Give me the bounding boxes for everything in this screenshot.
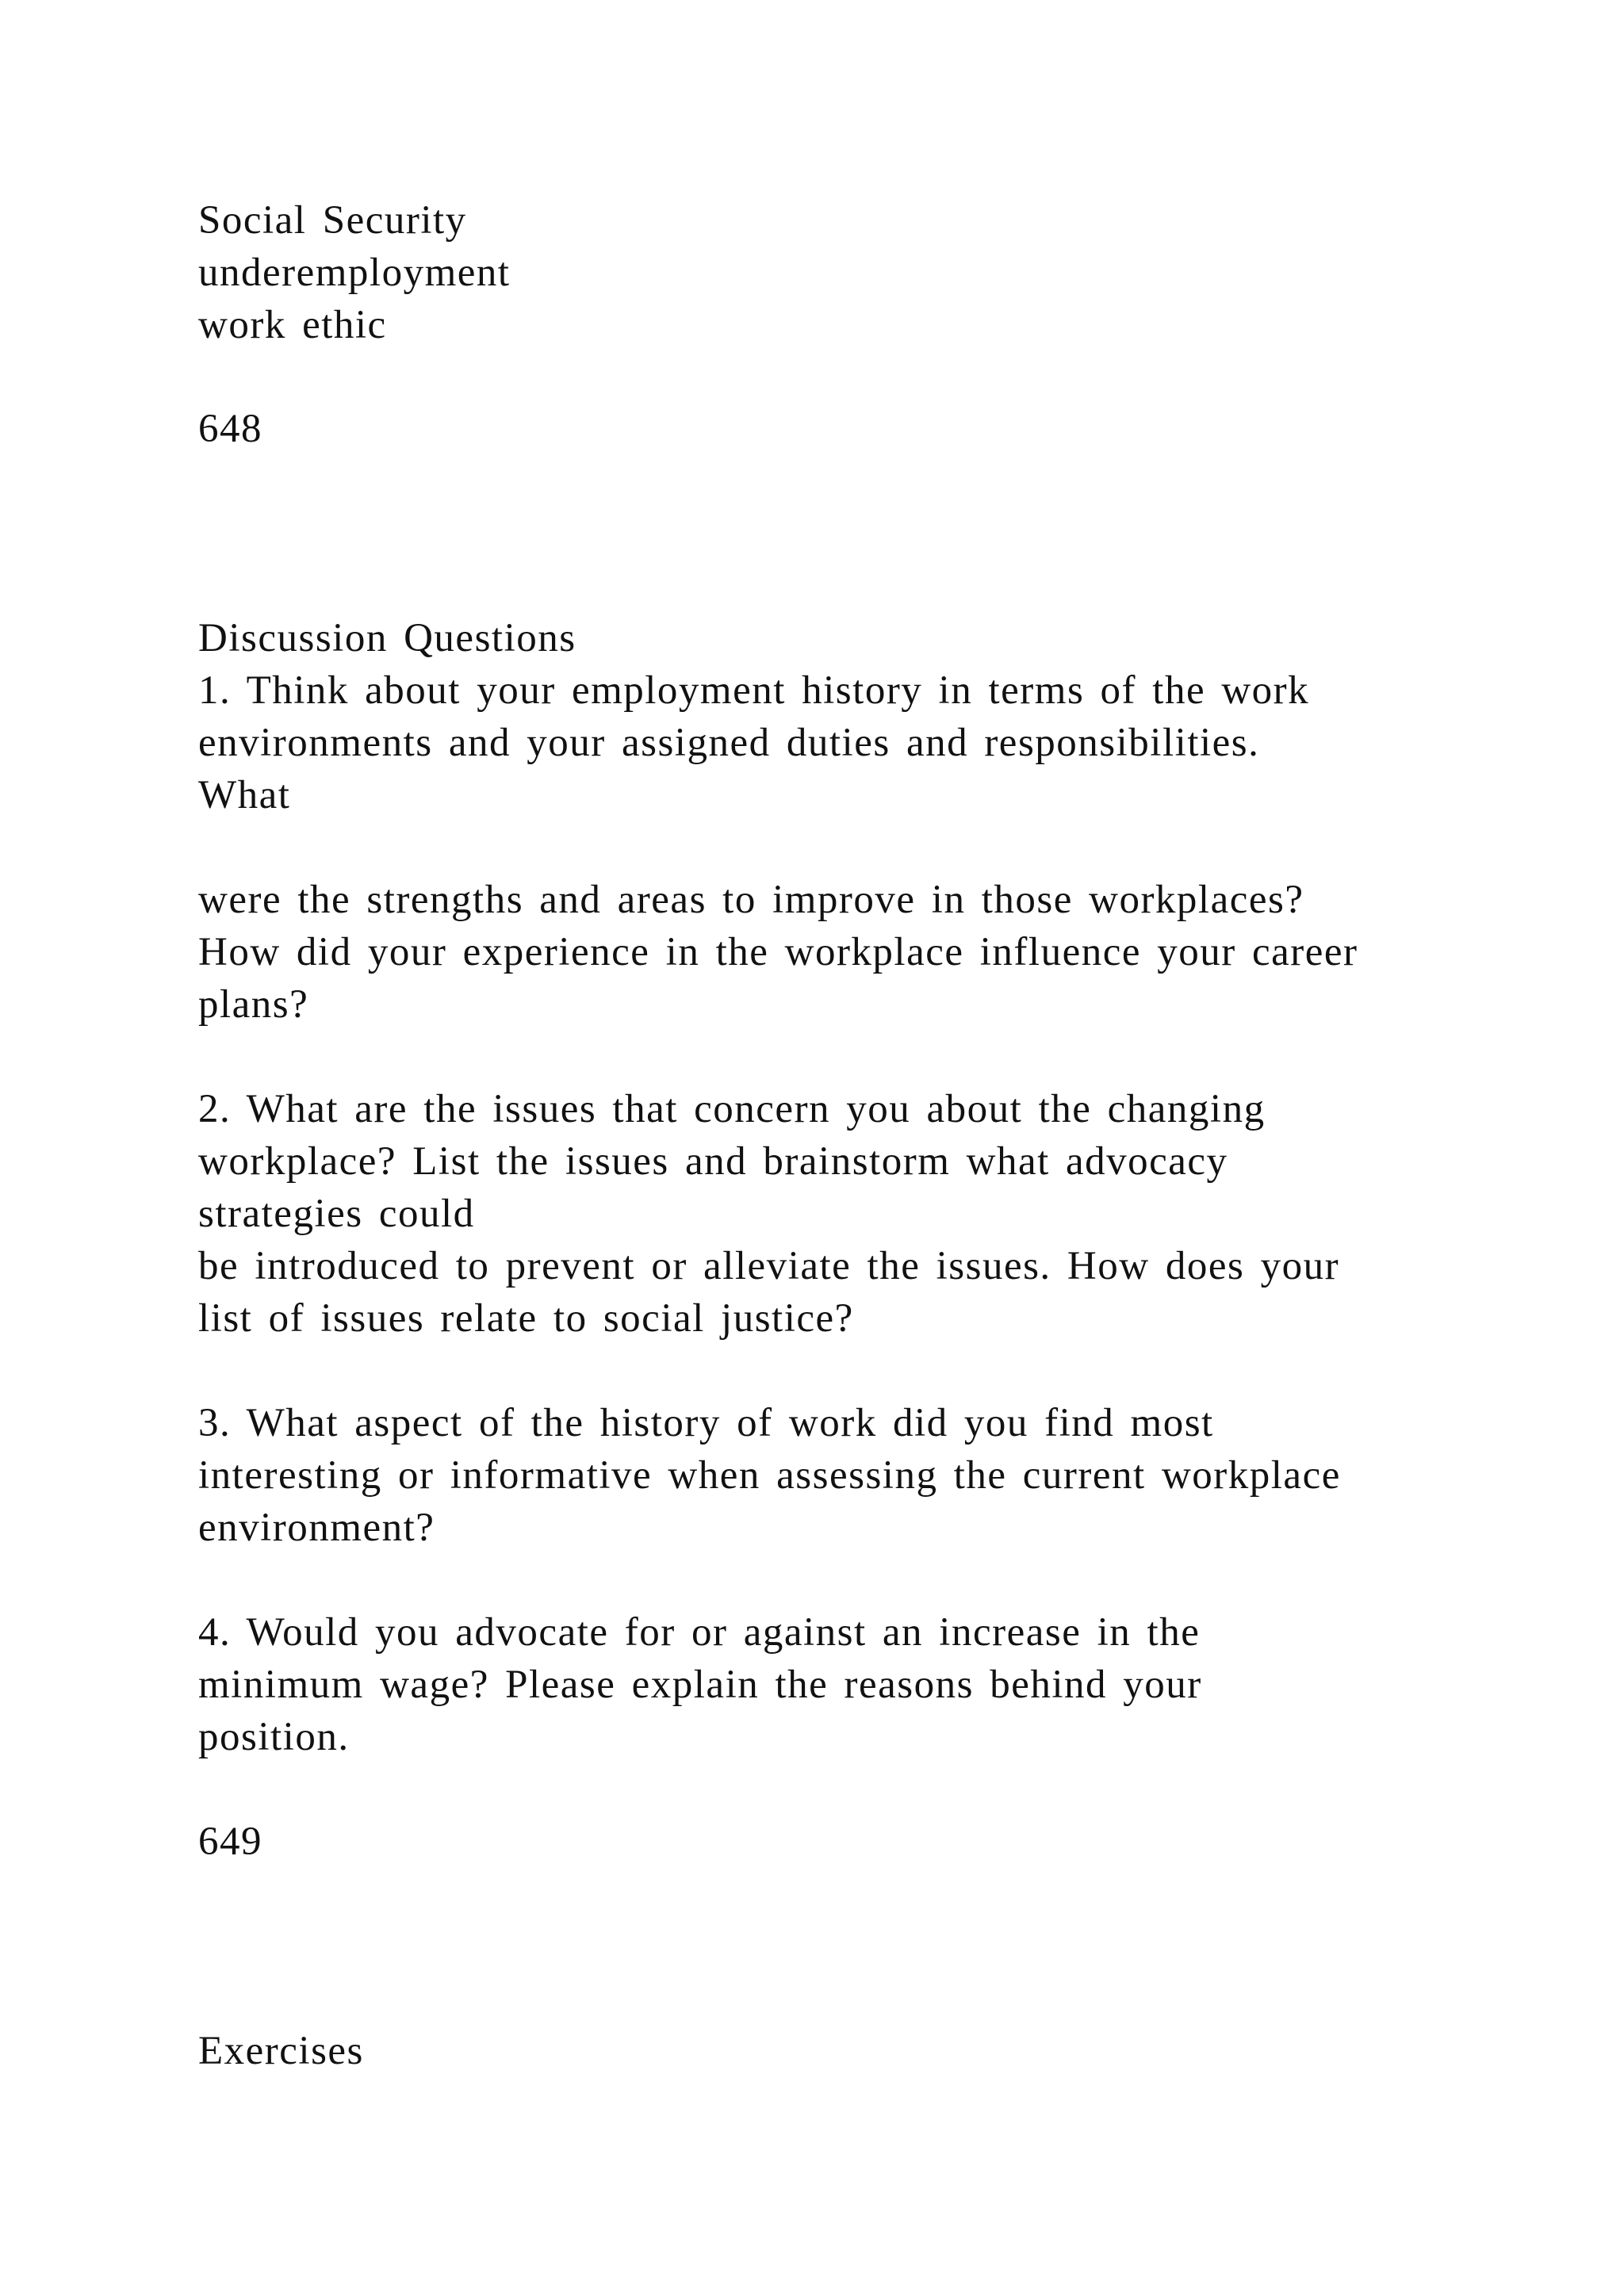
- section-heading: Exercises: [198, 2029, 364, 2073]
- term-line: Social Security: [198, 198, 467, 243]
- question-line: How did your experience in the workplace influence your career: [198, 930, 1358, 974]
- question-line: 1. Think about your employment history in terms of the work: [198, 668, 1310, 713]
- term-line: work ethic: [198, 303, 387, 347]
- question-line: environments and your assigned duties and responsibilities.: [198, 721, 1260, 765]
- question-line: 3. What aspect of the history of work did you find most: [198, 1401, 1214, 1445]
- question-line: strategies could: [198, 1192, 475, 1236]
- question-line: be introduced to prevent or alleviate the issues. How does your: [198, 1244, 1340, 1288]
- question-line: interesting or informative when assessing the current workplace: [198, 1453, 1341, 1498]
- page-number: 648: [198, 407, 262, 451]
- question-line: were the strengths and areas to improve in those workplaces?: [198, 878, 1304, 922]
- question-line: plans?: [198, 982, 309, 1027]
- section-heading: Discussion Questions: [198, 616, 576, 660]
- question-line: 4. Would you advocate for or against an increase in the: [198, 1610, 1201, 1655]
- question-line: list of issues relate to social justice?: [198, 1296, 854, 1341]
- question-line: workplace? List the issues and brainstorm what advocacy: [198, 1139, 1228, 1184]
- question-line: 2. What are the issues that concern you about the changing: [198, 1087, 1266, 1131]
- question-line: minimum wage? Please explain the reasons behind your: [198, 1663, 1202, 1707]
- question-line: environment?: [198, 1506, 435, 1550]
- page-number: 649: [198, 1820, 262, 1864]
- question-line: position.: [198, 1715, 350, 1759]
- term-line: underemployment: [198, 251, 511, 295]
- question-line: What: [198, 773, 291, 817]
